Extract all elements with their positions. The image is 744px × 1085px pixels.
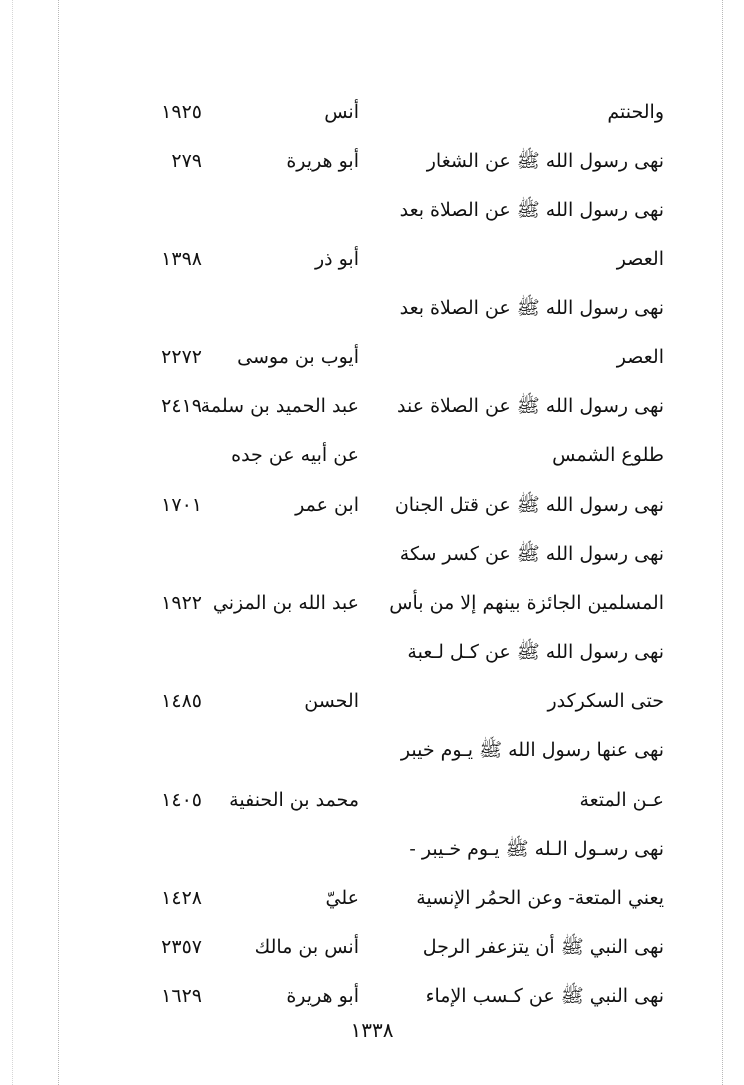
hadith-text: المسلمين الجائزة بينهم إلا من بأس [389, 592, 664, 614]
index-row [0, 588, 744, 618]
hadith-text: نهى رسول الله ﷺ عن الصلاة عند [396, 395, 664, 417]
index-row [0, 244, 744, 274]
hadith-number [140, 637, 202, 667]
index-row [0, 883, 744, 913]
hadith-text: نهى النبي ﷺ عن كـسب الإماء [425, 985, 664, 1007]
hadith-text: نهى عنها رسول الله ﷺ يـوم خيبر [400, 739, 664, 761]
narrator: أنس [324, 101, 359, 123]
index-row [0, 195, 744, 225]
narrator: الحسن [304, 690, 359, 712]
hadith-number [140, 834, 202, 864]
hadith-text: يعني المتعة- وعن الحمُر الإنسية [416, 887, 664, 909]
hadith-text: العصر [616, 248, 664, 270]
narrator: أبو هريرة [286, 985, 359, 1007]
index-row [0, 342, 744, 372]
index-row [0, 490, 744, 520]
narrator: أبو هريرة [286, 150, 359, 172]
index-row [0, 981, 744, 1011]
hadith-text: نهى رسـول الـله ﷺ يـوم خـيبر - [409, 838, 664, 860]
narrator: عبد الله بن المزني [212, 592, 359, 614]
narrator: محمد بن الحنفية [229, 789, 359, 811]
narrator: أبو ذر [314, 248, 359, 270]
hadith-text: نهى رسول الله ﷺ عن الصلاة بعد [399, 199, 664, 221]
hadith-number [140, 440, 202, 470]
hadith-text: نهى النبي ﷺ أن يتزعفر الرجل [422, 936, 664, 958]
narrator: عبد الحميد بن سلمة [200, 395, 359, 417]
index-row [0, 932, 744, 962]
hadith-text: حتى السكركدر [547, 690, 664, 712]
hadith-text: نهى رسول الله ﷺ عن الشغار [426, 150, 664, 172]
narrator: أنس بن مالك [254, 936, 359, 958]
hadith-number: ١٤٨٥ [161, 690, 202, 712]
hadith-number: ١٩٢٥ [161, 101, 202, 123]
index-row [0, 539, 744, 569]
index-row [0, 97, 744, 127]
narrator: عن أبيه عن جده [231, 444, 359, 466]
hadith-text: والحنتم [607, 101, 664, 123]
hadith-number [140, 735, 202, 765]
hadith-text: نهى رسول الله ﷺ عن كـل لـعبة [407, 641, 664, 663]
hadith-number: ٢٧٩ [171, 150, 202, 172]
index-row [0, 440, 744, 470]
hadith-number: ١٩٢٢ [161, 592, 202, 614]
index-row [0, 293, 744, 323]
narrator: أيوب بن موسى [237, 346, 359, 368]
hadith-number: ٢٤١٩ [161, 395, 202, 417]
hadith-number: ١٦٢٩ [161, 985, 202, 1007]
hadith-number [140, 195, 202, 225]
hadith-number [140, 539, 202, 569]
index-row [0, 735, 744, 765]
hadith-text: نهى رسول الله ﷺ عن كسر سكة [399, 543, 664, 565]
index-row [0, 391, 744, 421]
hadith-number: ٢٣٥٧ [161, 936, 202, 958]
index-row [0, 686, 744, 716]
index-row [0, 785, 744, 815]
index-row [0, 637, 744, 667]
hadith-text: العصر [616, 346, 664, 368]
hadith-number: ٢٢٧٢ [161, 346, 202, 368]
hadith-number [140, 293, 202, 323]
page-number: ١٣٣٨ [350, 1018, 394, 1042]
hadith-text: عـن المتعة [579, 789, 664, 811]
hadith-text: طلوع الشمس [552, 444, 664, 466]
narrator: ابن عمر [295, 494, 359, 516]
hadith-number: ١٤٢٨ [161, 887, 202, 909]
hadith-number: ١٤٠٥ [161, 789, 202, 811]
narrator: عليّ [325, 887, 359, 909]
hadith-text: نهى رسول الله ﷺ عن الصلاة بعد [399, 297, 664, 319]
hadith-number: ١٣٩٨ [161, 248, 202, 270]
hadith-text: نهى رسول الله ﷺ عن قتل الجنان [394, 494, 664, 516]
index-row [0, 834, 744, 864]
index-row [0, 146, 744, 176]
hadith-number: ١٧٠١ [161, 494, 202, 516]
